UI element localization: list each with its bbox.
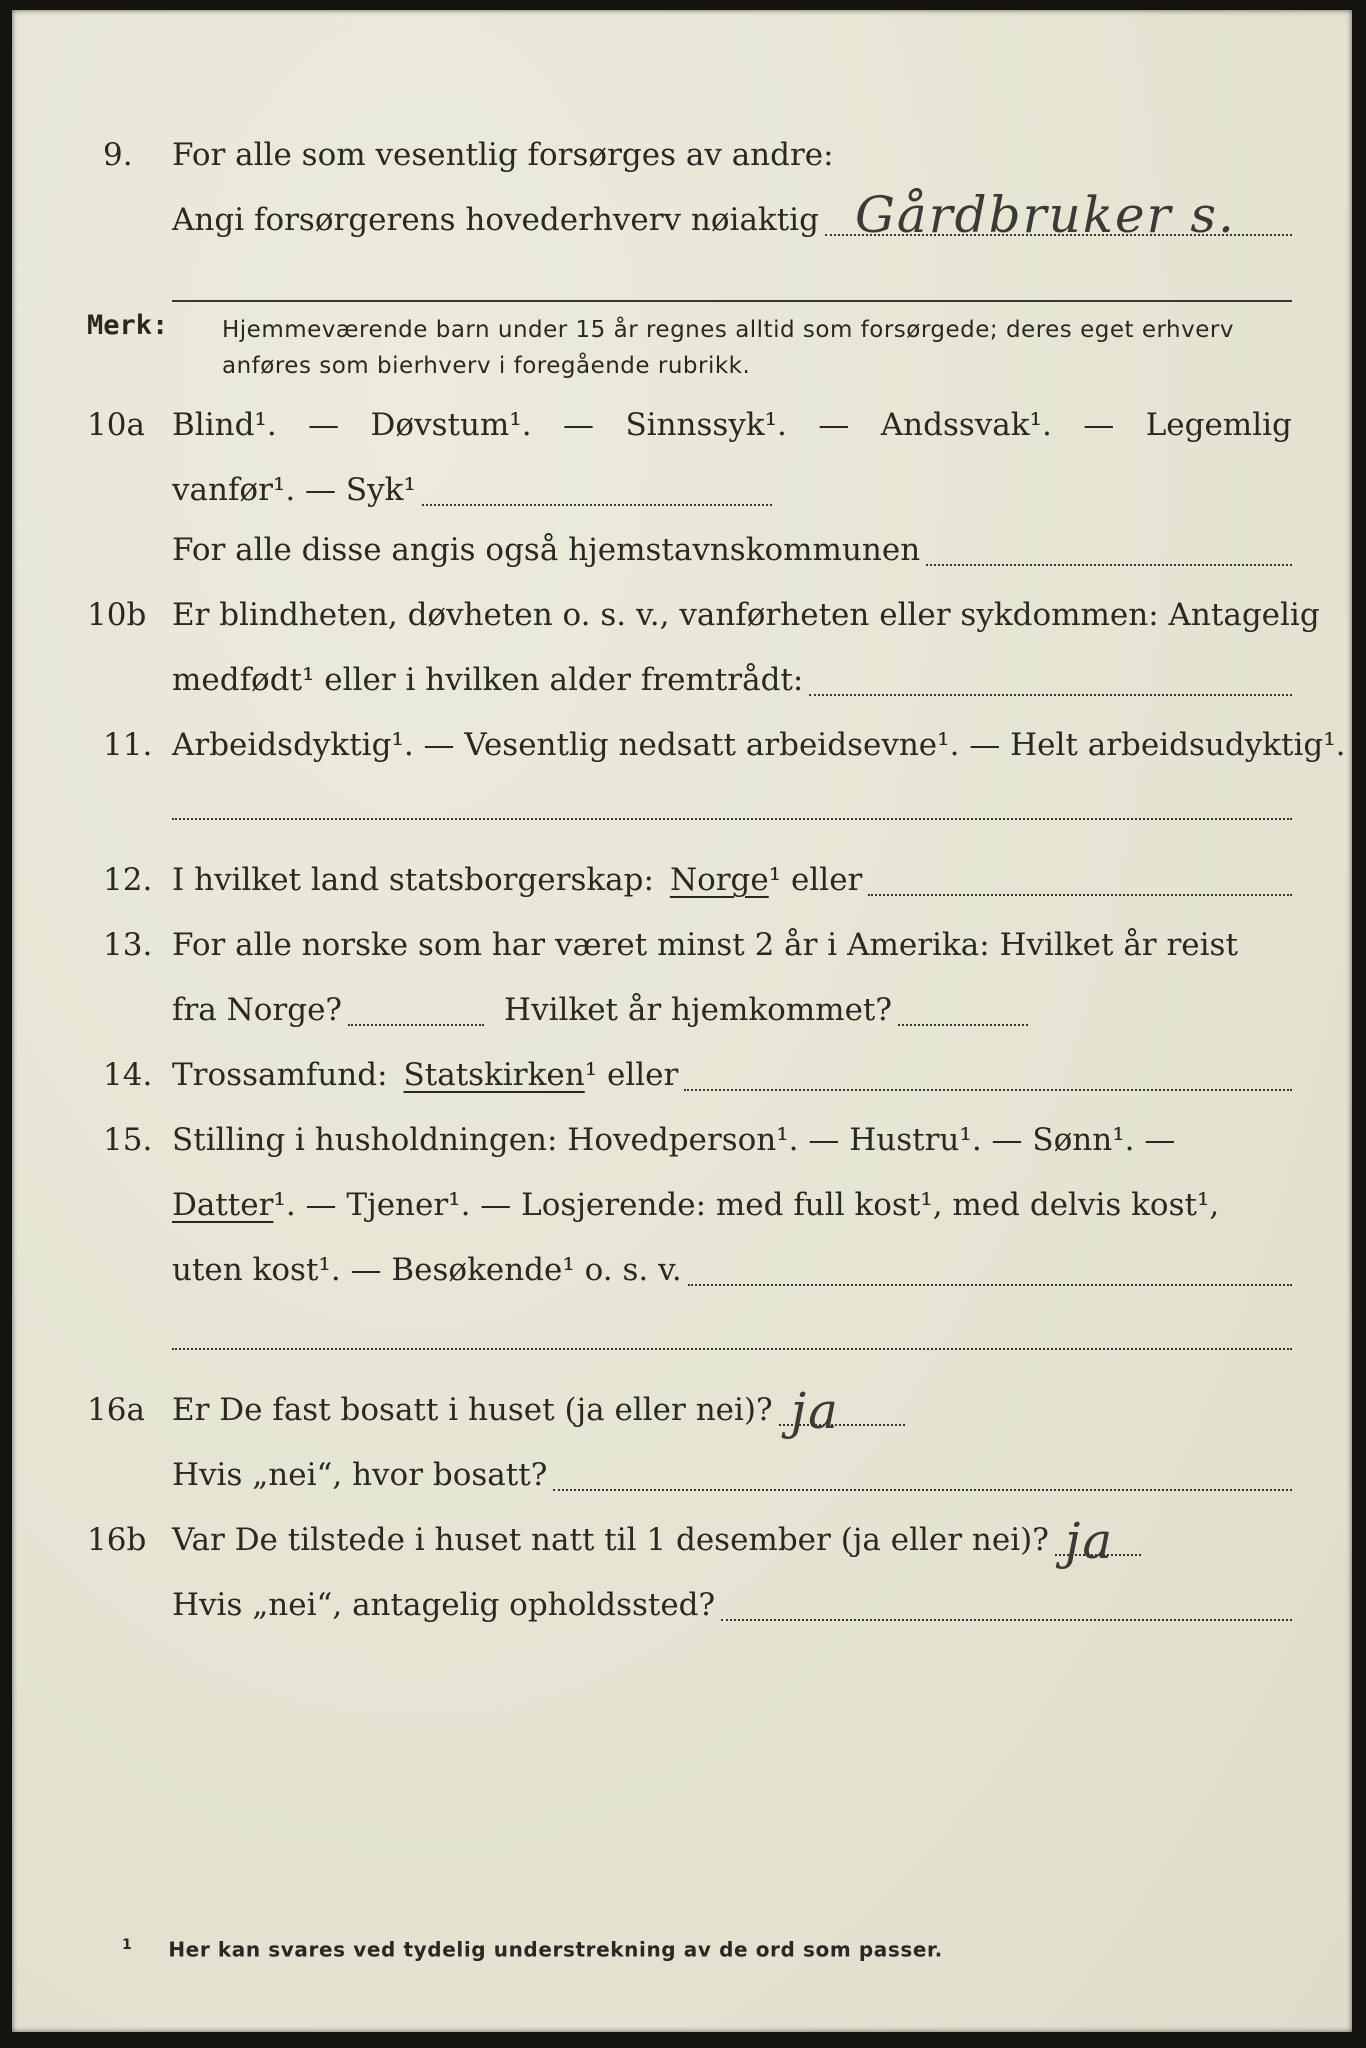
- q10b-question: Er blindheten, døvheten o. s. v., vanførheten eller sykdommen: Antagelig: [172, 597, 1320, 633]
- option-sinnssyk[interactable]: Sinnssyk¹.: [625, 407, 787, 443]
- q13-return-label: Hvilket år hjemkommet?: [504, 992, 893, 1028]
- q13-row-1: [12, 915, 1352, 975]
- q10b-age-label: medfødt¹ eller i hvilken alder fremtrådt:: [172, 662, 804, 698]
- q14-label: Trossamfund:: [172, 1057, 388, 1093]
- q10a-row-3: [12, 520, 1352, 580]
- q10b-age-field[interactable]: [809, 693, 1292, 696]
- q10b-number: 10b: [87, 597, 147, 633]
- q9-answer-field[interactable]: [825, 186, 1292, 244]
- q14-faith-field[interactable]: [684, 1088, 1292, 1091]
- merk-note-line-1: Hjemmeværende barn under 15 år regnes alltid som forsørgede; deres eget erhverv: [222, 317, 1234, 343]
- q12-country-field[interactable]: [868, 893, 1292, 896]
- q16a-row-2: [12, 1445, 1352, 1505]
- q13-number: 13.: [103, 927, 153, 963]
- q11-answer-line[interactable]: [172, 818, 1292, 820]
- q12-label: I hvilket land statsborgerskap:: [172, 862, 654, 898]
- q15-options-2[interactable]: ¹. — Tjener¹. — Losjerende: med full kost¹, med delvis kost¹,: [273, 1187, 1220, 1223]
- q16a-handwritten-answer: ja: [790, 1382, 840, 1440]
- dash: —: [1083, 407, 1115, 443]
- q15-datter-underlined[interactable]: Datter: [172, 1187, 274, 1223]
- merk-note: [222, 312, 1292, 384]
- q10a-hometown-field[interactable]: [926, 563, 1292, 566]
- q15-number: 15.: [103, 1122, 153, 1158]
- q16b-handwritten-answer: ja: [1064, 1512, 1115, 1570]
- dash: —: [563, 407, 595, 443]
- dash: —: [818, 407, 850, 443]
- q16a-answer-field[interactable]: [779, 1382, 905, 1440]
- q14-row: [12, 1045, 1352, 1105]
- q10a-vanfor-syk: vanfør¹. — Syk¹: [172, 472, 416, 508]
- section-divider: [172, 300, 1292, 302]
- q10a-hometown-label: For alle disse angis også hjemstavnskommunen: [172, 532, 921, 568]
- q15-question[interactable]: Stilling i husholdningen: Hovedperson¹. — Hustru¹. — Sønn¹. —: [172, 1122, 1176, 1158]
- q15-other-field[interactable]: [688, 1283, 1292, 1286]
- q14-suffix: ¹ eller: [584, 1057, 679, 1093]
- q13-return-field[interactable]: [898, 1023, 1028, 1026]
- q16b-stay-field[interactable]: [721, 1618, 1292, 1621]
- q10a-row-2: [12, 460, 1352, 520]
- option-legemlig[interactable]: Legemlig: [1145, 407, 1292, 443]
- q12-row: [12, 850, 1352, 910]
- q16b-number: 16b: [87, 1522, 147, 1558]
- q12-norge-underlined[interactable]: Norge: [669, 862, 769, 898]
- q11-options[interactable]: Arbeidsdyktig¹. — Vesentlig nedsatt arbeidsevne¹. — Helt arbeidsudyktig¹.: [172, 727, 1346, 763]
- q16a-residence-field[interactable]: [553, 1488, 1292, 1491]
- q12-number: 12.: [103, 862, 153, 898]
- q11-row: [12, 715, 1352, 775]
- option-blind[interactable]: Blind¹.: [172, 407, 277, 443]
- q10a-row-1: [12, 395, 1352, 455]
- q15-answer-line[interactable]: [172, 1348, 1292, 1350]
- q10b-row-2: [12, 650, 1352, 710]
- q14-number: 14.: [103, 1057, 153, 1093]
- footnote: [122, 1937, 943, 1962]
- q10a-number: 10a: [87, 407, 145, 443]
- merk-note-line-2: anføres som bierhverv i foregående rubrikk.: [222, 353, 751, 379]
- q13-departure-field[interactable]: [348, 1023, 484, 1026]
- q16a-question: Er De fast bosatt i huset (ja eller nei)?: [172, 1392, 773, 1428]
- census-form-page: [12, 10, 1352, 2032]
- q10b-row-1: [12, 585, 1352, 645]
- q15-row-2: [12, 1175, 1352, 1235]
- q12-suffix: ¹ eller: [768, 862, 863, 898]
- q11-number: 11.: [103, 727, 153, 763]
- q9-number: 9.: [103, 137, 133, 173]
- footnote-text: Her kan svares ved tydelig understrekning av de ord som passer.: [168, 1937, 943, 1962]
- q16b-answer-field[interactable]: [1055, 1512, 1141, 1570]
- q14-statskirken-underlined[interactable]: Statskirken: [403, 1057, 585, 1093]
- q16a-residence-label: Hvis „nei“, hvor bosatt?: [172, 1457, 548, 1493]
- q13-row-2: [12, 980, 1352, 1040]
- merk-label: Merk:: [87, 310, 169, 341]
- footnote-mark: 1: [122, 1937, 133, 1953]
- q9-provider-label: Angi forsørgerens hovederhverv nøiaktig: [172, 202, 819, 238]
- q16a-number: 16a: [87, 1392, 145, 1428]
- q16b-question: Var De tilstede i huset natt til 1 desember (ja eller nei)?: [172, 1522, 1049, 1558]
- q15-row-3: [12, 1240, 1352, 1300]
- q9-handwritten-answer: Gårdbruker s.: [854, 186, 1236, 244]
- q9-row-2: [12, 186, 1352, 250]
- dash: —: [308, 407, 340, 443]
- q16a-row-1: [12, 1380, 1352, 1440]
- q9-row-1: [12, 125, 1352, 185]
- q16b-stay-label: Hvis „nei“, antagelig opholdssted?: [172, 1587, 716, 1623]
- option-andssvak[interactable]: Andssvak¹.: [880, 407, 1052, 443]
- option-dovstum[interactable]: Døvstum¹.: [370, 407, 532, 443]
- q16b-row-1: [12, 1510, 1352, 1570]
- q13-departure-label: fra Norge?: [172, 992, 343, 1028]
- q10a-syk-field[interactable]: [422, 503, 772, 506]
- q10a-options: [172, 395, 1292, 455]
- q9-question: For alle som vesentlig forsørges av andre:: [172, 137, 834, 173]
- q15-options-3[interactable]: uten kost¹. — Besøkende¹ o. s. v.: [172, 1252, 682, 1288]
- q16b-row-2: [12, 1575, 1352, 1635]
- q13-question: For alle norske som har været minst 2 år i Amerika: Hvilket år reist: [172, 927, 1238, 963]
- q15-row-1: [12, 1110, 1352, 1170]
